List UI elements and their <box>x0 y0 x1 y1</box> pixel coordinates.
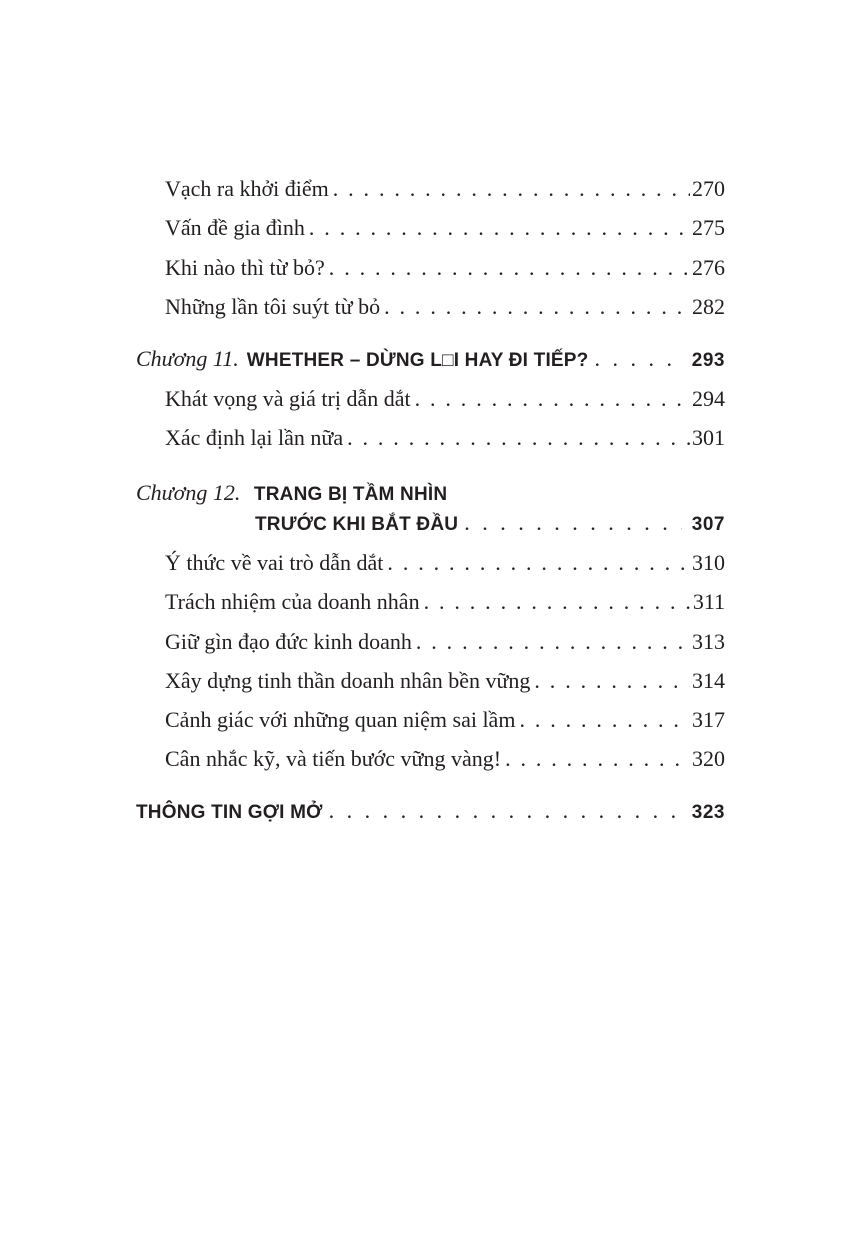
toc-entry-page: 310 <box>692 550 725 575</box>
dot-leader <box>519 707 690 733</box>
toc-entry-page: 313 <box>692 629 725 654</box>
toc-entry-page: 311 <box>692 589 725 614</box>
chapter-label: Chương 12. <box>136 480 241 505</box>
dot-leader <box>464 510 682 536</box>
toc-entry-page: 270 <box>692 176 725 201</box>
toc-entry <box>165 294 725 328</box>
toc-entry <box>165 215 725 249</box>
toc-entry <box>165 629 725 663</box>
toc-entry-title: Khát vọng và giá trị dẫn dắt <box>165 386 411 411</box>
toc-final-entry <box>136 798 725 832</box>
toc-entry <box>165 550 725 584</box>
toc-entry-title: Cân nhắc kỹ, và tiến bước vững vàng! <box>165 746 502 771</box>
toc-entry <box>165 176 725 210</box>
chapter-title: WHETHER – DỪNG L□I HAY ĐI TIẾP? <box>246 350 589 371</box>
toc-entry <box>165 707 725 741</box>
dot-leader <box>505 746 690 772</box>
dot-leader <box>329 255 690 281</box>
chapter-label: Chương 11. <box>136 346 239 371</box>
chapter-page: 307 <box>691 514 725 535</box>
toc-entry-page: 301 <box>692 425 725 450</box>
toc-chapter-11 <box>136 346 725 380</box>
toc-entry-page: 314 <box>692 668 725 693</box>
dot-leader <box>534 668 690 694</box>
toc-entry-page: 320 <box>692 746 725 771</box>
dot-leader <box>329 798 682 824</box>
toc-entry <box>165 589 725 623</box>
toc-entry <box>165 386 725 420</box>
final-entry-title: THÔNG TIN GỢI MỞ <box>136 802 323 823</box>
toc-entry <box>165 255 725 289</box>
toc-entry <box>165 746 725 780</box>
dot-leader <box>415 386 690 412</box>
toc-chapter-12-heading <box>136 480 447 506</box>
toc-entry-title: Khi nào thì từ bỏ? <box>165 255 325 280</box>
toc-entry-title: Trách nhiệm của doanh nhân <box>165 589 420 614</box>
toc-entry-title: Xác định lại lần nữa <box>165 425 344 450</box>
toc-entry-title: Giữ gìn đạo đức kinh doanh <box>165 629 412 654</box>
toc-entry-page: 317 <box>692 707 725 732</box>
toc-entry-title: Những lần tôi suýt từ bỏ <box>165 294 381 319</box>
dot-leader <box>333 176 690 202</box>
chapter-title-line1: TRANG BỊ TẦM NHÌN <box>253 484 448 505</box>
final-entry-page: 323 <box>691 802 725 823</box>
toc-entry-title: Xây dựng tinh thần doanh nhân bền vững <box>165 668 531 693</box>
chapter-page: 293 <box>691 350 725 371</box>
dot-leader <box>384 294 690 320</box>
dot-leader <box>347 425 690 451</box>
dot-leader <box>387 550 690 576</box>
dot-leader <box>594 346 681 372</box>
toc-entry-page: 282 <box>692 294 725 319</box>
toc-entry-title: Cảnh giác với những quan niệm sai lầm <box>165 707 516 732</box>
toc-entry-page: 294 <box>692 386 725 411</box>
toc-entry-page: 276 <box>692 255 725 280</box>
toc-entry-title: Vấn đề gia đình <box>165 215 305 240</box>
toc-entry <box>165 668 725 702</box>
toc-entry-title: Vạch ra khởi điểm <box>165 176 329 201</box>
toc-chapter-12 <box>255 510 725 544</box>
toc-entry <box>165 425 725 459</box>
chapter-title-line2: TRƯỚC KHI BẮT ĐẦU <box>255 514 459 535</box>
dot-leader <box>424 589 691 615</box>
dot-leader <box>416 629 690 655</box>
dot-leader <box>309 215 690 241</box>
toc-entry-page: 275 <box>692 215 725 240</box>
toc-entry-title: Ý thức về vai trò dẫn dắt <box>165 550 384 575</box>
